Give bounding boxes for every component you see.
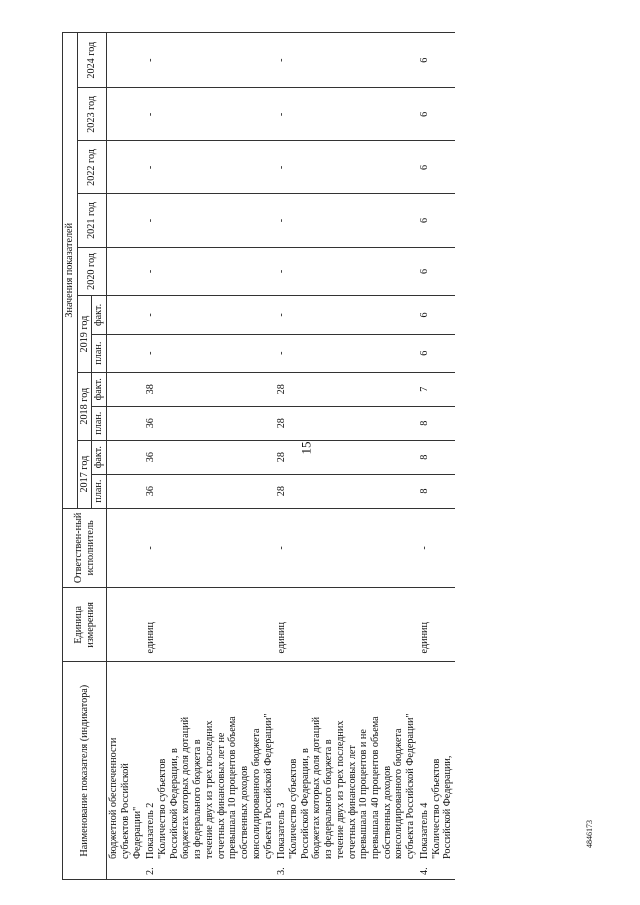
page-number: 15 <box>298 441 314 455</box>
table-row <box>107 33 145 880</box>
value-cell: 28 <box>275 440 418 474</box>
indicator-name: Показатель 2 "Количество субъектов Российской Федерации, в бюджетах которых доля дотаций из федерального бюджета в течение двух из трех последних отчетных финансовых лет не превышала 10 процентов объема собственных доходов консолидированного бюджета субъекта Российской Федерации" <box>145 713 274 859</box>
value-cell: - <box>275 296 418 334</box>
header-2018: 2018 год <box>77 372 92 440</box>
row-index: 2. <box>145 867 157 875</box>
header-plan: план. <box>92 474 107 508</box>
value-cell: - <box>144 334 275 372</box>
value-cell <box>107 334 145 372</box>
header-2023: 2023 год <box>77 88 106 141</box>
value-cell <box>107 372 145 406</box>
value-cell <box>107 440 145 474</box>
value-cell: 6 <box>418 194 455 247</box>
value-cell: 36 <box>144 474 275 508</box>
header-plan: план. <box>92 406 107 440</box>
value-cell: - <box>144 296 275 334</box>
value-cell: 6 <box>418 33 455 88</box>
indicator-name: Показатель 3 "Количество субъектов Российской Федерации, в бюджетах которых доля дотаций из федерального бюджета в течение двух из трех последних отчетных финансовых лет превышала 10 процентов и не превышала 40 процентов объема собственных доходов консолидированного бюджета субъекта Российской Федерации" <box>276 713 417 859</box>
value-cell: - <box>144 247 275 296</box>
header-2019: 2019 год <box>77 296 92 372</box>
value-cell: - <box>144 88 275 141</box>
unit-cell: единиц <box>144 588 275 662</box>
value-cell: 28 <box>275 372 418 406</box>
indicator-name-cell <box>275 662 418 880</box>
document-stamp: 4846173 <box>585 820 594 848</box>
header-2024: 2024 год <box>77 33 106 88</box>
header-responsible: Ответствен-ный исполнитель <box>63 508 107 588</box>
value-cell: 6 <box>418 141 455 194</box>
header-2022: 2022 год <box>77 141 106 194</box>
value-cell: - <box>275 33 418 88</box>
value-cell <box>107 33 145 88</box>
value-cell <box>107 141 145 194</box>
value-cell: - <box>144 141 275 194</box>
row-index: 4. <box>418 867 430 875</box>
responsible-cell: - <box>275 508 418 588</box>
header-2020: 2020 год <box>77 247 106 296</box>
value-cell: 8 <box>418 440 455 474</box>
value-cell: - <box>275 194 418 247</box>
value-cell: 36 <box>144 440 275 474</box>
header-unit: Единица измерения <box>63 588 107 662</box>
responsible-cell: - <box>418 508 455 588</box>
header-2017: 2017 год <box>77 440 92 508</box>
value-cell: 7 <box>418 372 455 406</box>
indicator-name: бюджетной обеспеченности субъектов Российской Федерации" <box>108 737 143 859</box>
value-cell: 8 <box>418 406 455 440</box>
value-cell: - <box>275 334 418 372</box>
header-2021: 2021 год <box>77 194 106 247</box>
value-cell: 6 <box>418 247 455 296</box>
value-cell <box>107 88 145 141</box>
value-cell: 28 <box>275 406 418 440</box>
table-row <box>275 33 418 880</box>
value-cell: 6 <box>418 296 455 334</box>
header-fact: факт. <box>92 296 107 334</box>
value-cell: - <box>144 194 275 247</box>
header-fact: факт. <box>92 372 107 406</box>
unit-cell: единиц <box>418 588 455 662</box>
responsible-cell <box>107 508 145 588</box>
value-cell: 38 <box>144 372 275 406</box>
value-cell <box>107 194 145 247</box>
indicator-name-cell <box>418 662 455 880</box>
value-cell: - <box>275 247 418 296</box>
value-cell <box>107 296 145 334</box>
value-cell: 6 <box>418 88 455 141</box>
indicators-table <box>62 32 455 880</box>
value-cell: 28 <box>275 474 418 508</box>
rotated-table-container <box>62 32 587 880</box>
header-name: Наименование показателя (индикатора) <box>63 662 107 880</box>
table-row <box>418 33 455 880</box>
table-row <box>144 33 275 880</box>
header-values: Значения показателей <box>63 33 78 509</box>
value-cell: 8 <box>418 474 455 508</box>
value-cell: - <box>144 33 275 88</box>
row-index: 3. <box>276 867 288 875</box>
value-cell <box>107 474 145 508</box>
header-fact: факт. <box>92 440 107 474</box>
responsible-cell: - <box>144 508 275 588</box>
value-cell <box>107 247 145 296</box>
indicator-name-cell <box>144 662 275 880</box>
indicator-name-cell <box>107 662 145 880</box>
value-cell: - <box>275 141 418 194</box>
unit-cell: единиц <box>275 588 418 662</box>
value-cell: 36 <box>144 406 275 440</box>
value-cell: 6 <box>418 334 455 372</box>
value-cell <box>107 406 145 440</box>
value-cell: - <box>275 88 418 141</box>
unit-cell <box>107 588 145 662</box>
indicator-name: Показатель 4 "Количество субъектов Российской Федерации, <box>418 755 454 859</box>
header-plan: план. <box>92 334 107 372</box>
